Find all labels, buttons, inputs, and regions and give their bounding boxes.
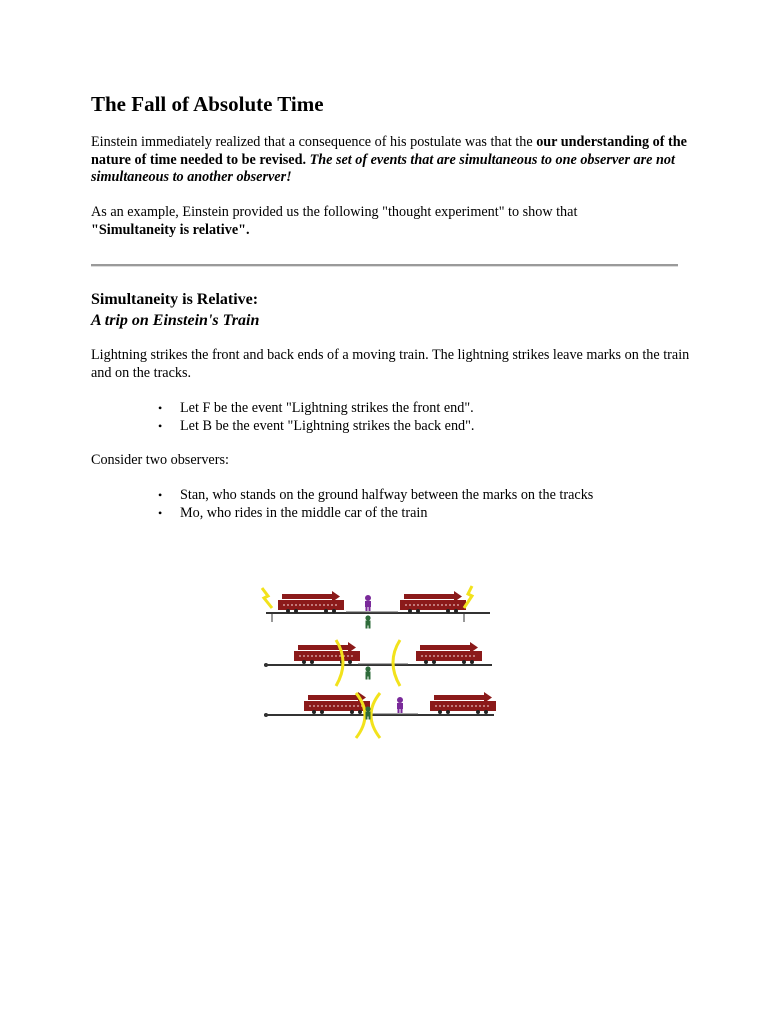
row-1 [262, 586, 490, 629]
horizontal-rule [91, 264, 678, 267]
section-heading: Simultaneity is Relative: A trip on Einstein's Train [91, 291, 260, 329]
list-item: • Let F be the event "Lightning strikes the front end". [180, 400, 474, 418]
intro-text: Einstein immediately realized that a consequence of his postulate was that the [91, 134, 537, 150]
list-item: • Stan, who stands on the ground halfway between the marks on the tracks [180, 487, 593, 505]
lightning-paragraph: Lightning strikes the front and back ends of a moving train. The lightning strikes leave marks on the train and on the tracks. [91, 347, 690, 381]
list-item: • Mo, who rides in the middle car of the train [180, 505, 593, 523]
intro-bold-italic-text: The set of events that are simultaneous to one observer are not simultaneous to another observer! [91, 151, 675, 185]
intro-bold-text: our understanding of the nature of time needed to be revised. [91, 134, 687, 168]
events-list [180, 400, 474, 435]
row-3 [264, 692, 496, 738]
section-subheading: A trip on Einstein's Train [91, 312, 260, 329]
observers-intro: Consider two observers: [91, 452, 229, 468]
einstein-train-illustration [258, 578, 498, 740]
observers-list [180, 487, 593, 522]
intro-paragraph [91, 134, 691, 187]
example-bold-text: "Simultaneity is relative". [91, 221, 250, 238]
row-2 [264, 640, 492, 686]
list-item: • Let B be the event "Lightning strikes the back end". [180, 418, 474, 436]
train-diagram [258, 578, 498, 740]
example-text: As an example, Einstein provided us the following "thought experiment" to show that [91, 204, 578, 220]
example-paragraph [91, 204, 691, 239]
page-title: The Fall of Absolute Time [91, 92, 324, 116]
